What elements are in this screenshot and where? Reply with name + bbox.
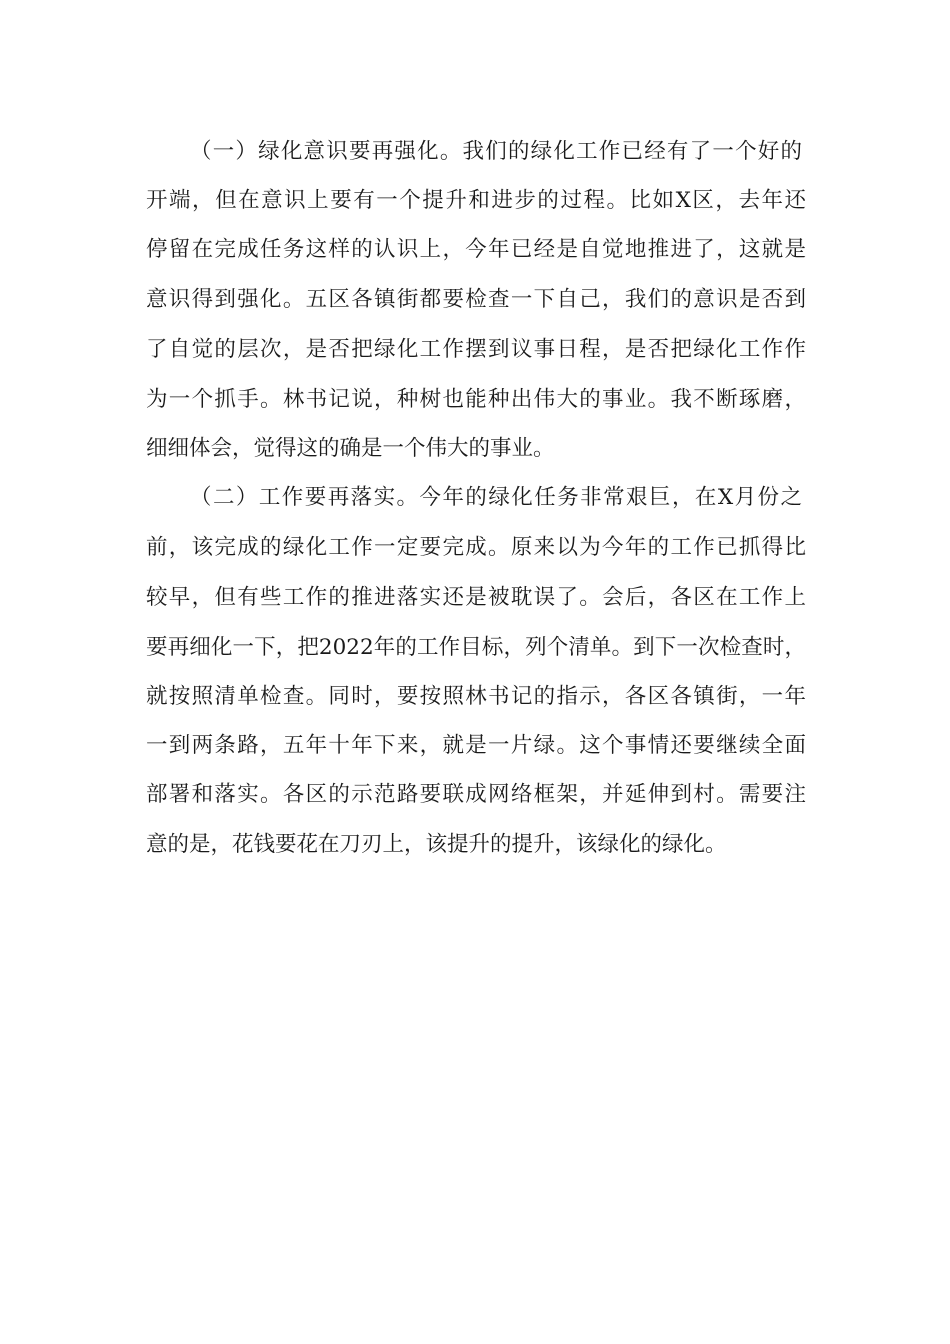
paragraph-1-line-2: 开端，但在意识上要有一个提升和进步的过程。比如X区，去年还 — [146, 188, 806, 213]
paragraph-1-line-6: 为一个抓手。林书记说，种树也能种出伟大的事业。我不断琢磨， — [146, 387, 806, 412]
paragraph-2-line-3: 较早，但有些工作的推进落实还是被耽误了。会后，各区在工作上 — [146, 585, 806, 610]
paragraph-2-line-8: 意的是，花钱要花在刀刃上，该提升的提升，该绿化的绿化。 — [146, 832, 727, 857]
paragraph-2-line-6: 一到两条路，五年十年下来，就是一片绿。这个事情还要继续全面 — [146, 733, 806, 758]
paragraph-2-line-7: 部署和落实。各区的示范路要联成网络框架，并延伸到村。需要注 — [146, 782, 806, 807]
paragraph-2-line-2: 前，该完成的绿化工作一定要完成。原来以为今年的工作已抓得比 — [146, 535, 806, 560]
paragraph-2-line-1: （二）工作要再落实。今年的绿化任务非常艰巨，在X月份之 — [190, 485, 802, 510]
paragraph-2-line-4: 要再细化一下，把2022年的工作目标，列个清单。到下一次检查时， — [146, 635, 806, 660]
paragraph-2-line-5: 就按照清单检查。同时，要按照林书记的指示，各区各镇街，一年 — [146, 684, 806, 709]
paragraph-1-line-4: 意识得到强化。五区各镇街都要检查一下自己，我们的意识是否到 — [146, 287, 806, 312]
paragraph-1-line-3: 停留在完成任务这样的认识上，今年已经是自觉地推进了，这就是 — [146, 237, 806, 262]
paragraph-1-line-1: （一）绿化意识要再强化。我们的绿化工作已经有了一个好的 — [190, 139, 802, 164]
paragraph-1-line-7: 细细体会，觉得这的确是一个伟大的事业。 — [146, 436, 555, 461]
paragraph-1-line-5: 了自觉的层次，是否把绿化工作摆到议事日程，是否把绿化工作作 — [146, 337, 806, 362]
